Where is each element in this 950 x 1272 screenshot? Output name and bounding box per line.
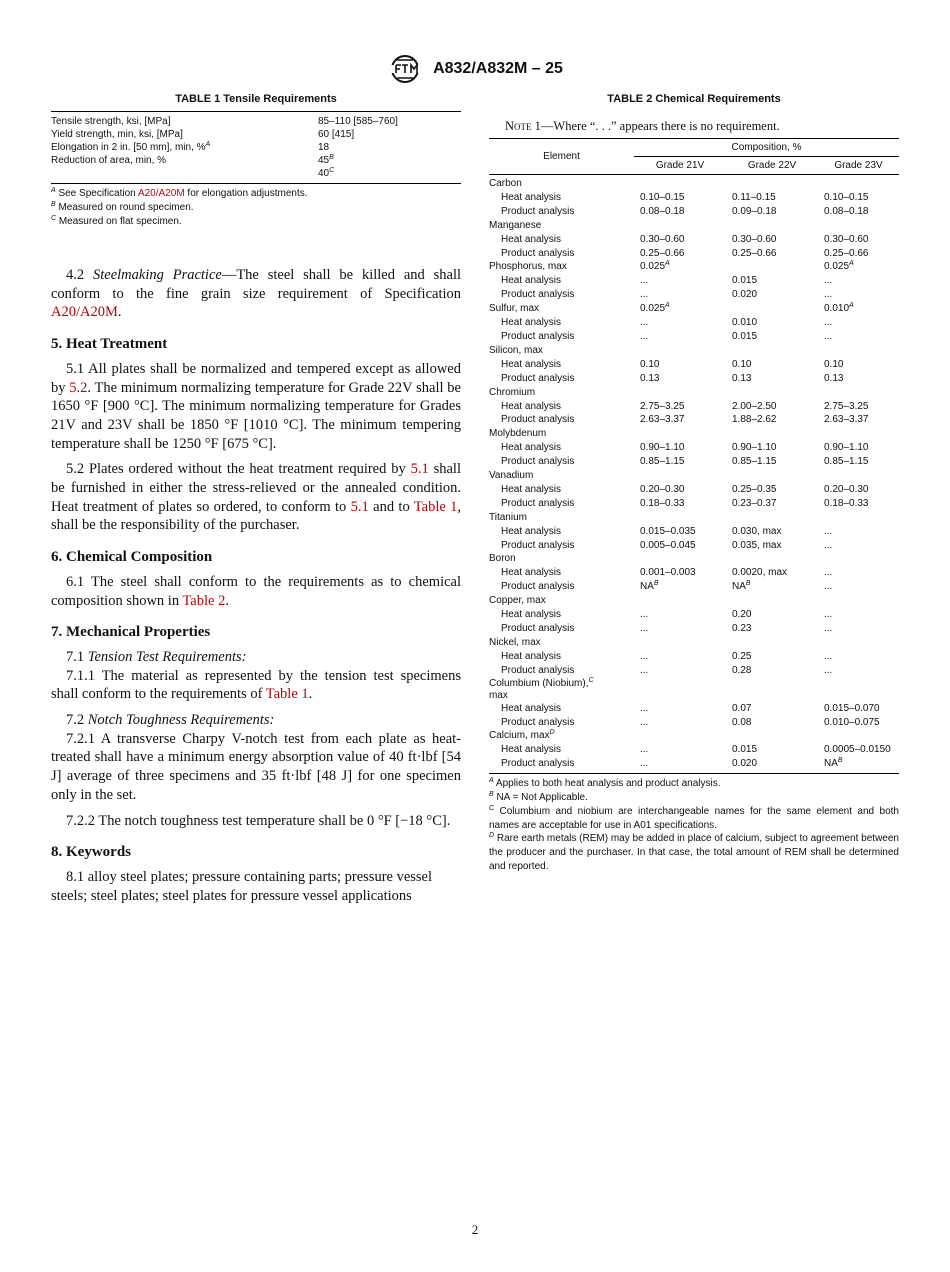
paragraph-7-1-1: 7.1.1 The material as represented by the tension test specimens shall conform to the requirements of Table 1. bbox=[51, 667, 461, 703]
table-row bbox=[489, 636, 899, 650]
table-cell: ... bbox=[634, 757, 726, 773]
table-row bbox=[489, 483, 899, 497]
table-cell: 0.015 bbox=[732, 744, 758, 756]
table-cell: 0.23–0.37 bbox=[732, 497, 777, 509]
table-cell: 18 bbox=[318, 142, 330, 153]
table-cell bbox=[634, 729, 726, 743]
table-cell: Reduction of area, min, % bbox=[51, 155, 167, 166]
table-cell: 60 [415] bbox=[318, 129, 355, 140]
table-row bbox=[489, 622, 899, 636]
row-label-analysis: Product analysis bbox=[501, 289, 575, 301]
table-cell bbox=[634, 552, 726, 566]
table-cell: 0.85–1.15 bbox=[640, 456, 685, 468]
table-cell: 2.75–3.25 bbox=[640, 400, 685, 412]
row-label-analysis: Product analysis bbox=[501, 330, 575, 342]
table-cell: 0.20–0.30 bbox=[640, 483, 685, 495]
table-row bbox=[489, 219, 899, 233]
table1-caption: TABLE 1 Tensile Requirements bbox=[175, 93, 337, 105]
table-cell: 0.005–0.045 bbox=[640, 539, 696, 551]
table-row bbox=[51, 154, 461, 184]
paragraph-7-1: 7.1 Tension Test Requirements: bbox=[66, 648, 247, 665]
table-cell: ... bbox=[824, 289, 833, 301]
footnote: $^C$ Measured on flat specimen. bbox=[51, 215, 182, 227]
table-row bbox=[489, 566, 899, 580]
table-cell: 0.25 bbox=[732, 650, 752, 662]
row-label-analysis: Product analysis bbox=[501, 247, 575, 259]
table-cell: 0.25–0.66 bbox=[732, 247, 777, 259]
table-cell bbox=[818, 386, 899, 400]
row-label-analysis: Product analysis bbox=[501, 623, 575, 634]
row-label-element: Vanadium bbox=[489, 470, 534, 482]
column-header-grade: Grade 22V bbox=[726, 157, 818, 175]
row-label-element: Nickel, max bbox=[489, 636, 541, 648]
row-label-analysis: Heat analysis bbox=[501, 442, 562, 454]
section-heading: 5. Heat Treatment bbox=[51, 336, 168, 353]
table-row bbox=[489, 511, 899, 525]
table-cell: 2.75–3.25 bbox=[824, 400, 869, 412]
table-cell: 0.90–1.10 bbox=[824, 442, 869, 454]
table-cell: 0.18–0.33 bbox=[640, 497, 685, 509]
table-cell: Yield strength, min, ksi, [MPa] bbox=[51, 129, 183, 140]
row-label-element: Calcium, $\max^D$ bbox=[489, 729, 555, 742]
table-cell: 0.25–0.66 bbox=[824, 247, 869, 259]
table-cell bbox=[726, 511, 818, 525]
table-cell: 0.20–0.30 bbox=[824, 483, 869, 495]
table-row bbox=[489, 427, 899, 441]
row-label-analysis: Product analysis bbox=[501, 456, 575, 468]
table-cell: 0.10 bbox=[824, 358, 844, 370]
row-label-element: Boron bbox=[489, 553, 516, 565]
table-row bbox=[489, 580, 899, 594]
table2-note: Note 1—Where “. . .” appears there is no requirement. bbox=[505, 119, 780, 133]
column-header-composition: Composition, % bbox=[634, 139, 899, 157]
astm-logo-icon bbox=[387, 54, 423, 84]
table-row bbox=[489, 729, 899, 743]
table-row bbox=[489, 716, 899, 730]
table-cell: ... bbox=[640, 650, 649, 662]
row-label-analysis: Heat analysis bbox=[501, 650, 562, 662]
table-cell bbox=[726, 552, 818, 566]
table-cell: $0.025^A$ bbox=[640, 260, 670, 273]
table-cell: ... bbox=[824, 581, 833, 593]
section-link[interactable]: 5.1 bbox=[350, 498, 369, 515]
table-cell: ... bbox=[640, 330, 649, 342]
table-cell: $NA^B$ bbox=[640, 580, 659, 593]
row-label-analysis: Heat analysis bbox=[501, 702, 562, 714]
table-cell: 85–110 [585–760] bbox=[318, 116, 398, 127]
table-cell bbox=[634, 469, 726, 483]
row-label-element: Columbium (Niobium),$^C$ max bbox=[489, 676, 594, 701]
column-header-grade: Grade 21V bbox=[634, 157, 726, 175]
row-label-analysis: Product analysis bbox=[501, 497, 575, 509]
table-cell: 0.08–0.18 bbox=[824, 205, 869, 217]
row-label-analysis: Heat analysis bbox=[501, 191, 562, 203]
spec-link[interactable]: A20/A20M bbox=[51, 304, 118, 321]
table-cell: 0.30–0.60 bbox=[640, 233, 685, 245]
table-row bbox=[489, 650, 899, 664]
table-cell: ... bbox=[824, 650, 833, 662]
table-row bbox=[489, 233, 899, 247]
table-cell: $0.025^A$ bbox=[824, 260, 854, 273]
footnote: $^C$ Columbium and niobium are interchangeable names for the same element and both names are acceptable for use in A01 specifications. bbox=[489, 804, 899, 831]
table-cell: 0.020 bbox=[726, 757, 818, 773]
table-cell: 0.0020, max bbox=[732, 567, 788, 579]
table-cell bbox=[818, 175, 899, 191]
table-cell bbox=[634, 427, 726, 441]
table-cell: 0.08–0.18 bbox=[640, 205, 685, 217]
table-cell bbox=[634, 175, 726, 191]
paragraph-7-2-1: 7.2.1 A transverse Charpy V-notch test from each plate as heat-treated shall have a minimum energy absorption value of 40 ft·lbf [54 J] average of three specimens and 35 ft·lbf [48 J] for one specimen only in the set. bbox=[51, 730, 461, 803]
table-cell bbox=[818, 427, 899, 441]
section-link[interactable]: 5.2 bbox=[69, 379, 88, 396]
footnote: $^A$ See Specification A20/A20M for elongation adjustments. bbox=[51, 187, 308, 199]
table-cell: ... bbox=[824, 275, 833, 287]
table-cell: $0.010^A$ bbox=[824, 302, 854, 315]
table2-chemical-requirements bbox=[489, 138, 899, 774]
table-cell: ... bbox=[640, 623, 649, 634]
table-cell: ... bbox=[824, 525, 833, 537]
table-cell: 0.07 bbox=[732, 702, 752, 714]
table-cell: Elongation in 2 in. [50 mm], min, %$^A$ bbox=[51, 141, 211, 153]
table-cell bbox=[634, 594, 726, 608]
table-row bbox=[489, 205, 899, 219]
table-cell bbox=[726, 469, 818, 483]
table-cell bbox=[818, 511, 899, 525]
left-column bbox=[51, 93, 461, 905]
table-cell bbox=[634, 636, 726, 650]
table-cell: 0.020 bbox=[732, 289, 758, 301]
row-label-analysis: Product analysis bbox=[501, 372, 575, 384]
section-heading: 7. Mechanical Properties bbox=[51, 624, 211, 641]
table2-body bbox=[489, 175, 899, 774]
row-label-element: Manganese bbox=[489, 219, 542, 231]
table-row bbox=[489, 288, 899, 302]
table-cell: 0.13 bbox=[732, 372, 752, 384]
table-cell: ... bbox=[640, 664, 649, 676]
section-heading: 6. Chemical Composition bbox=[51, 549, 213, 566]
paragraph-7-2-2: 7.2.2 The notch toughness test temperature shall be 0 °F [−18 °C]. bbox=[66, 812, 451, 829]
paragraph-4-2: 4.2 Steelmaking Practice—The steel shall be killed and shall conform to the fine grain size requirement of Specification A20/A20M. bbox=[51, 267, 462, 321]
table-cell: 0.90–1.10 bbox=[732, 442, 777, 454]
column-header-grade: Grade 23V bbox=[818, 157, 899, 175]
row-label-analysis: Heat analysis bbox=[501, 233, 562, 245]
row-label-analysis: Heat analysis bbox=[501, 483, 562, 495]
table-row bbox=[489, 455, 899, 469]
row-label-element: Titanium bbox=[489, 511, 527, 523]
table-cell bbox=[726, 594, 818, 608]
table-cell: $NA^B$ bbox=[732, 580, 751, 593]
table2-footnotes bbox=[489, 777, 899, 874]
table-row bbox=[489, 344, 899, 358]
table-row bbox=[489, 316, 899, 330]
table-cell: 0.23 bbox=[732, 623, 752, 634]
table-link[interactable]: Table 1 bbox=[413, 498, 458, 515]
row-label-analysis: Heat analysis bbox=[501, 525, 562, 537]
table-cell: ... bbox=[640, 317, 649, 329]
table-cell: 0.10 bbox=[640, 358, 660, 370]
table-row bbox=[51, 128, 461, 141]
table-cell: 0.015 bbox=[732, 275, 758, 287]
table-cell: ... bbox=[824, 664, 833, 676]
table-cell: 2.63–3.37 bbox=[824, 414, 869, 426]
table-row bbox=[489, 469, 899, 483]
table-row bbox=[489, 525, 899, 539]
table-row bbox=[489, 358, 899, 372]
table-row bbox=[489, 608, 899, 622]
table-row bbox=[489, 594, 899, 608]
right-column bbox=[489, 93, 899, 874]
table-cell: 0.85–1.15 bbox=[824, 456, 869, 468]
table-row bbox=[489, 191, 899, 205]
table-cell: 2.00–2.50 bbox=[732, 400, 777, 412]
row-label-analysis: Product analysis bbox=[501, 581, 575, 593]
table-cell bbox=[818, 678, 899, 702]
spec-link[interactable]: A20/A20M bbox=[137, 188, 185, 199]
table-cell bbox=[818, 729, 899, 743]
table-cell: 0.010–0.075 bbox=[824, 716, 880, 728]
table-row bbox=[489, 539, 899, 553]
table-row bbox=[489, 302, 899, 316]
table-cell: ... bbox=[640, 275, 649, 287]
table-cell bbox=[634, 219, 726, 233]
table-cell: 0.18–0.33 bbox=[824, 497, 869, 509]
table-cell: 0.13 bbox=[824, 372, 844, 384]
paragraph-5-2: 5.2 Plates ordered without the heat treatment required by 5.1 shall be furnished in either the stress-relieved or the annealed condition. Heat treatment of plates so ordered, to conform to 5.1 and to Table 1, shall be the responsibility of the purchaser. bbox=[51, 461, 462, 534]
table-cell bbox=[634, 344, 726, 358]
table-cell: 0.10–0.15 bbox=[640, 191, 685, 203]
row-label-analysis: Product analysis bbox=[501, 205, 575, 217]
table-cell bbox=[634, 386, 726, 400]
table1-tensile-requirements bbox=[51, 111, 461, 184]
table-cell bbox=[818, 552, 899, 566]
row-label-element: Molybdenum bbox=[489, 428, 547, 440]
table-row bbox=[489, 441, 899, 455]
paragraph-6-1: 6.1 The steel shall conform to the requirements as to chemical composition shown in Table 2. bbox=[51, 573, 461, 609]
row-label-analysis: Heat analysis bbox=[501, 275, 562, 287]
table-cell bbox=[726, 636, 818, 650]
table-row bbox=[489, 702, 899, 716]
row-label-element: Silicon, max bbox=[489, 344, 543, 356]
footnote: $^D$ Rare earth metals (REM) may be added in place of calcium, subject to agreement between the producer and the purchaser. In that case, the total amount of REM shall be determined and reported. bbox=[489, 832, 899, 872]
table-cell: ... bbox=[824, 609, 833, 621]
row-label-analysis: Product analysis bbox=[489, 757, 634, 773]
table-row bbox=[489, 757, 899, 773]
table-cell: ... bbox=[824, 567, 833, 579]
table-cell bbox=[726, 678, 818, 702]
table-cell: ... bbox=[640, 289, 649, 301]
table-cell: ... bbox=[640, 744, 649, 756]
row-label-element: Carbon bbox=[489, 178, 522, 189]
table-link[interactable]: Table 1 bbox=[265, 686, 309, 703]
table-cell: 0.20 bbox=[732, 609, 752, 621]
table-cell: 0.90–1.10 bbox=[640, 442, 685, 454]
table-cell bbox=[726, 344, 818, 358]
footnote: $^B$ Measured on round specimen. bbox=[51, 201, 194, 213]
table-cell bbox=[818, 219, 899, 233]
table-row bbox=[51, 141, 461, 154]
table-row bbox=[489, 678, 899, 702]
table-cell: 0.10–0.15 bbox=[824, 191, 869, 203]
row-label-analysis: Heat analysis bbox=[501, 609, 562, 621]
table-cell: 0.11–0.15 bbox=[732, 191, 776, 203]
table-cell: $0.025^A$ bbox=[640, 302, 670, 315]
section-link[interactable]: 5.1 bbox=[410, 461, 429, 478]
table-cell: 0.001–0.003 bbox=[640, 567, 696, 579]
table-cell: 0.13 bbox=[640, 372, 660, 384]
section-heading: 8. Keywords bbox=[51, 844, 131, 861]
table-cell: 0.10 bbox=[732, 358, 752, 370]
table-cell bbox=[726, 219, 818, 233]
table-cell bbox=[818, 469, 899, 483]
table-cell bbox=[818, 594, 899, 608]
row-label-analysis: Product analysis bbox=[501, 716, 575, 728]
table-cell: 0.08 bbox=[732, 716, 752, 728]
table-cell: 0.035, max bbox=[732, 539, 782, 551]
table-row bbox=[489, 743, 899, 757]
table-cell: 0.015–0.070 bbox=[824, 702, 880, 714]
table-row bbox=[489, 413, 899, 427]
row-label-element: Copper, max bbox=[489, 595, 546, 607]
row-label-element: Phosphorus, max bbox=[489, 261, 567, 273]
row-label-analysis: Heat analysis bbox=[501, 567, 562, 579]
table-cell: 0.030, max bbox=[732, 525, 782, 537]
body-text bbox=[51, 266, 461, 905]
table-row bbox=[489, 247, 899, 261]
table-cell bbox=[818, 344, 899, 358]
paragraph-7-2: 7.2 Notch Toughness Requirements: bbox=[66, 712, 275, 729]
column-header-element: Element bbox=[489, 139, 634, 175]
table-cell: 0.0005–0.0150 bbox=[824, 744, 891, 756]
table-cell bbox=[634, 511, 726, 525]
row-label-analysis: Product analysis bbox=[501, 664, 575, 676]
table-cell: 0.09–0.18 bbox=[732, 205, 777, 217]
table-row bbox=[489, 260, 899, 274]
table1-footnotes bbox=[51, 187, 461, 229]
table-row bbox=[489, 274, 899, 288]
footnote: $^A$ Applies to both heat analysis and product analysis. bbox=[489, 777, 721, 790]
row-label-element: Chromium bbox=[489, 386, 536, 398]
table-row bbox=[51, 112, 461, 129]
page-header bbox=[0, 54, 950, 84]
table-cell: 0.85–1.15 bbox=[732, 456, 777, 468]
row-label-analysis: Heat analysis bbox=[501, 358, 562, 370]
table-cell: 0.015 bbox=[732, 330, 758, 342]
row-label-analysis: Heat analysis bbox=[501, 400, 562, 412]
table-cell: ... bbox=[824, 317, 833, 329]
table-row bbox=[489, 497, 899, 511]
table-cell: 0.25–0.66 bbox=[640, 247, 685, 259]
row-label-element: Sulfur, max bbox=[489, 303, 540, 315]
table-cell bbox=[726, 427, 818, 441]
table-cell: ... bbox=[824, 330, 833, 342]
table-cell bbox=[726, 386, 818, 400]
table-cell: ... bbox=[640, 609, 649, 621]
table-cell: Tensile strength, ksi, [MPa] bbox=[51, 116, 171, 127]
table-cell bbox=[726, 175, 818, 191]
table-cell bbox=[634, 678, 726, 702]
table-cell: $45^B$ $40^C$ bbox=[318, 154, 335, 179]
table-row bbox=[489, 175, 899, 191]
table-cell bbox=[726, 729, 818, 743]
table-cell: 2.63–3.37 bbox=[640, 414, 685, 426]
table-cell: 0.28 bbox=[732, 664, 752, 676]
table-cell: 0.25–0.35 bbox=[732, 483, 777, 495]
footnote: $^B$ NA = Not Applicable. bbox=[489, 790, 588, 803]
table-row bbox=[489, 552, 899, 566]
paragraph-5-1: 5.1 All plates shall be normalized and tempered except as allowed by 5.2. The minimum normalizing temperature for Grade 22V shall be 1650 °F [900 °C]. The minimum normalizing temperature for Grades 21V and 23V shall be 1850 °F [1010 °C]. The minimum tempering temperature shall be 1250 °F [675 °C]. bbox=[51, 360, 461, 452]
table-row bbox=[489, 400, 899, 414]
table-cell bbox=[726, 260, 818, 274]
table-row bbox=[489, 372, 899, 386]
table-cell bbox=[818, 636, 899, 650]
page-number: 2 bbox=[471, 1222, 479, 1237]
table-cell: ... bbox=[824, 539, 833, 551]
document-designation: A832/A832M – 25 bbox=[433, 60, 563, 77]
table-cell: ... bbox=[640, 702, 649, 714]
table-cell: ... bbox=[640, 716, 649, 728]
table-cell: $NA^B$ bbox=[818, 757, 899, 773]
table-row bbox=[489, 664, 899, 678]
table-cell: 0.30–0.60 bbox=[732, 233, 777, 245]
table-cell: 1.88–2.62 bbox=[732, 414, 777, 426]
table-cell: ... bbox=[824, 623, 833, 634]
table-cell: 0.30–0.60 bbox=[824, 233, 869, 245]
table-row bbox=[489, 330, 899, 344]
table-row bbox=[489, 386, 899, 400]
table-cell bbox=[726, 302, 818, 316]
row-label-analysis: Product analysis bbox=[501, 539, 575, 551]
table-link[interactable]: Table 2 bbox=[182, 592, 226, 609]
paragraph-8-1: 8.1 alloy steel plates; pressure containing parts; pressure vessel steels; steel plates; steel plates for pressure vessel applications bbox=[51, 868, 433, 904]
row-label-analysis: Heat analysis bbox=[501, 744, 562, 756]
table-cell: 0.015–0.035 bbox=[640, 525, 696, 537]
row-label-analysis: Heat analysis bbox=[501, 317, 562, 329]
table-cell: 0.010 bbox=[732, 317, 758, 329]
table2-caption: TABLE 2 Chemical Requirements bbox=[607, 93, 781, 105]
row-label-analysis: Product analysis bbox=[501, 414, 575, 426]
